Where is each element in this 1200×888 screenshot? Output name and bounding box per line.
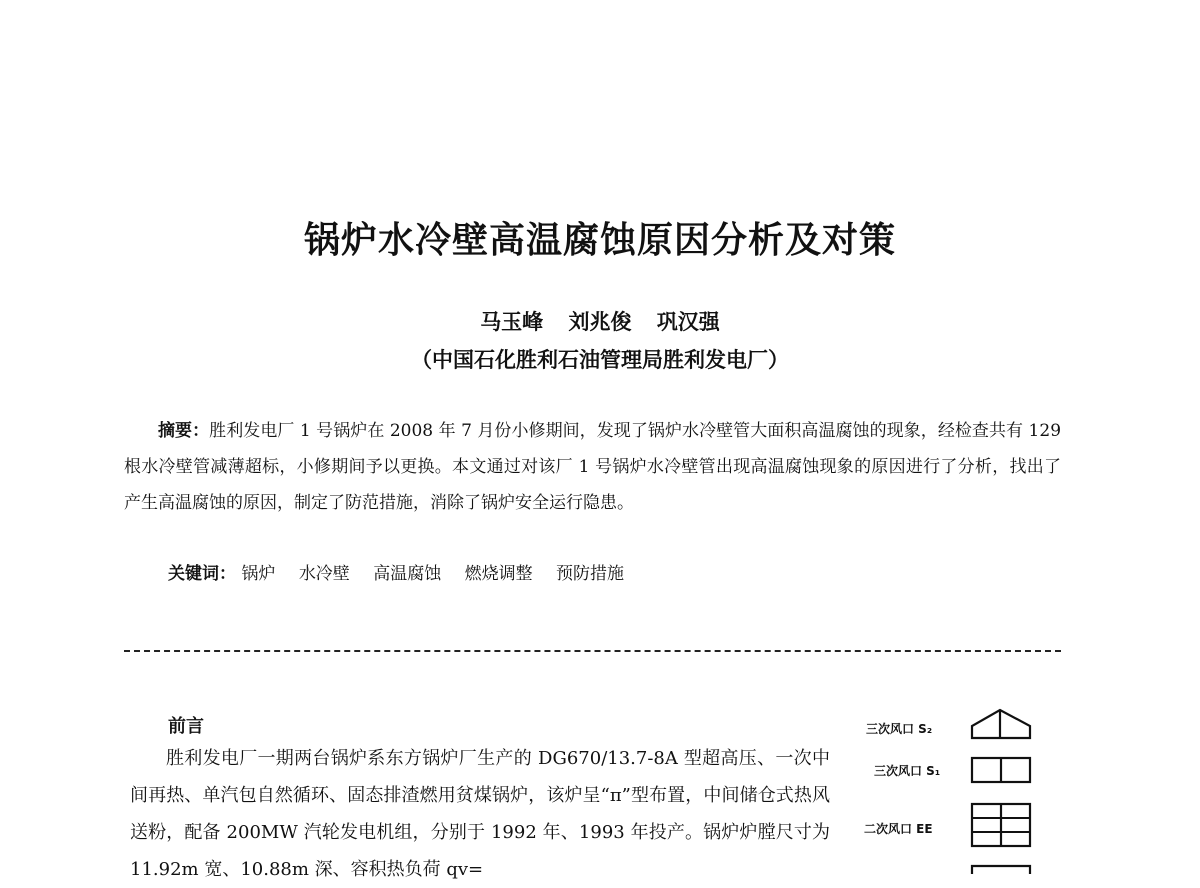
keywords [168, 556, 642, 592]
paper-title: 锅炉水冷壁高温腐蚀原因分析及对策 [303, 220, 896, 261]
section-body-text: 胜利发电厂一期两台锅炉系东方锅炉厂生产的 DG670/13.7-8A 型超高压、一次中间再热、单汽包自然循环、固态排渣燃用贫煤锅炉，该炉呈“π”型布置，中间储仓式热风送粉，配备 200MW 汽轮发电机组，分别于 1992 年、1993 年投产。锅炉炉膛尺寸为 11.92m 宽、10.88m 深、容积热负荷 qv= [130, 748, 830, 880]
keywords-label: 关键词： [168, 564, 236, 584]
keyword-item: 预防措施 [556, 564, 625, 584]
keyword-item: 高温腐蚀 [373, 564, 442, 584]
keyword-item: 燃烧调整 [464, 564, 533, 584]
section-divider [124, 650, 1061, 652]
abstract-label: 摘要： [158, 421, 210, 441]
paper-affiliation: （中国石化胜利石油管理局胜利发电厂） [411, 348, 789, 372]
keyword-item: 水冷壁 [298, 564, 350, 584]
abstract-text: 胜利发电厂 1 号锅炉在 2008 年 7 月份小修期间，发现了锅炉水冷壁管大面积高温腐蚀的现象，经检查共有 129 根水冷壁管减薄超标，小修期间予以更换。本文通过对该厂 1 号锅炉水冷壁管出现高温腐蚀现象的原因进行了分析，找出了产生高温腐蚀的原因，制定了防范措施，消除了锅炉安全运行隐患。 [124, 421, 1062, 513]
figure-label-ee: 二次风口 EE [864, 822, 933, 836]
air-port-diagram [960, 700, 1050, 874]
figure-label-s1: 三次风口 S₁ [874, 764, 941, 778]
port-partial-shape [972, 866, 1030, 874]
paper-authors: 马玉峰 刘兆俊 巩汉强 [480, 310, 720, 334]
section-heading: 前言 [168, 716, 204, 737]
figure-label-s2: 三次风口 S₂ [866, 722, 933, 736]
keyword-item: 锅炉 [241, 564, 276, 584]
abstract [124, 413, 1061, 521]
